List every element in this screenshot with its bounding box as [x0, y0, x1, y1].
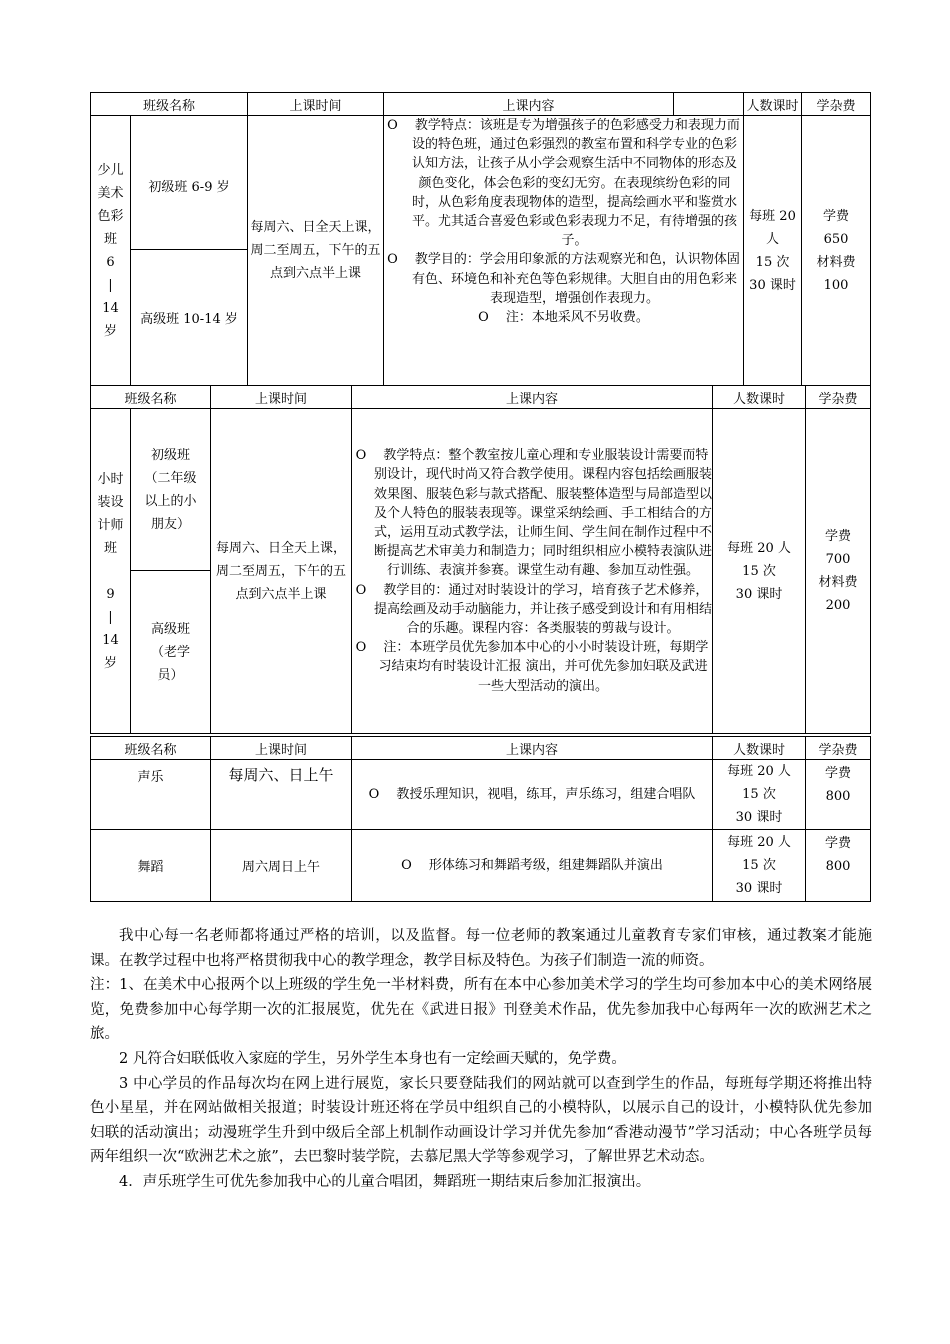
note-3: 3 中心学员的作品每次均在网上进行展览，家长只要登陆我们的网站就可以查到学生的作品，每班每学期还将推出特色小星星，并在网站做相关报道；时装设计班还将在学员中组织自己的小模特队，以展示自己的设计，小模特队优先参加妇联的活动演出；动漫班学生升到中级后全部上机制作动画设计学习并优先参加“香港动漫节”学习活动；中心各班学员每两年组织一次“欧洲艺术之旅”，去巴黎时装学院，去慕尼黑大学等参观学习，了解世界艺术动态。 [90, 1075, 872, 1166]
header-count-hours: 人数课时 [713, 386, 806, 409]
content-goal: O 教学目的：通过对时装设计的学习，培育孩子艺术修养，提高绘画及动手动脑能力，并让孩子感受到设计和有用相结合的乐趣。课程内容：各类服装的剪裁与设计。 [355, 582, 713, 636]
table-header-row [91, 386, 871, 409]
header-fees: 学杂费 [806, 737, 871, 760]
header-fees: 学杂费 [806, 386, 871, 409]
header-class-time: 上课时间 [211, 386, 352, 409]
course-name-cell: 少儿 美术 色彩 班 6 | 14 岁 [91, 116, 131, 386]
header-count-hours: 人数课时 [713, 737, 806, 760]
class-content-cell [352, 409, 713, 734]
header-class-content: 上课内容 [352, 386, 713, 409]
header-class-name: 班级名称 [91, 386, 211, 409]
level-beginner: 初级班 （二年级 以上的小 朋友） [131, 409, 211, 571]
course-name-vocal: 声乐 [91, 760, 211, 830]
header-class-content: 上课内容 [384, 93, 674, 116]
header-fees: 学杂费 [802, 93, 871, 116]
header-class-content: 上课内容 [352, 737, 713, 760]
count-hours-cell: 每班 20 人 15 次 30 课时 [713, 409, 806, 734]
class-content-dance: O 形体练习和舞蹈考级，组建舞蹈队并演出 [352, 830, 713, 902]
table-row [91, 760, 871, 830]
header-class-time: 上课时间 [211, 737, 352, 760]
notes-section [90, 924, 872, 1195]
header-blank [674, 93, 744, 116]
level-advanced: 高级班 10-14 岁 [131, 250, 248, 386]
header-class-time: 上课时间 [248, 93, 384, 116]
count-hours-dance: 每班 20 人 15 次 30 课时 [713, 830, 806, 902]
content-feature: O 教学特点：整个教室按儿童心理和专业服装设计需要而特别设计，现代时尚又符合教学使用。课程内容包括绘画服装效果图、服装色彩与款式搭配、服装整体造型与局部造型以及个人特色的服装表现等。课堂采纳绘画、手工相结合的方式，运用互动式教学法，让师生间、学生间在制作过程中不断提高艺术审美力和制造力；同时组织相应小模特表演队进行训练、表演并参赛。课堂生动有趣、参加互动性强。 [355, 448, 713, 579]
level-beginner: 初级班 6-9 岁 [131, 116, 248, 250]
art-color-class-table [90, 92, 871, 386]
class-time-dance: 周六周日上午 [211, 830, 352, 902]
class-time-cell: 每周六、日全天上课，周二至周五，下午的五点到六点半上课 [211, 409, 352, 734]
header-count-hours: 人数课时 [744, 93, 802, 116]
content-note: O 注：本班学员优先参加本中心的小小时装设计班，每期学习结束均有时装设计汇报 演出，并可优先参加妇联及武进一些大型活动的演出。 [355, 640, 709, 694]
fashion-design-class-table [90, 385, 871, 734]
header-class-name: 班级名称 [91, 737, 211, 760]
table-row [91, 116, 871, 250]
music-dance-class-table [90, 736, 871, 902]
table-row [91, 409, 871, 571]
header-class-name: 班级名称 [91, 93, 248, 116]
count-hours-cell: 每班 20 人 15 次 30 课时 [744, 116, 802, 386]
content-feature: O 教学特点：该班是专为增强孩子的色彩感受力和表现力而设的特色班，通过色彩强烈的教室布置和科学专业的色彩认知方法，让孩子从小学会观察生活中不同物体的形态及颜色变化，体会色彩的变幻无穷。在表现缤纷色彩的同时，从色彩角度表现物体的造型，提高绘画水平和鉴赏水平。尤其适合喜爱色彩或色彩表现力不足，有待增强的孩子。 [387, 118, 740, 249]
course-name-dance: 舞蹈 [91, 830, 211, 902]
note-4: 4．声乐班学生可优先参加我中心的儿童合唱团，舞蹈班一期结束后参加汇报演出。 [119, 1173, 651, 1190]
class-time-cell: 每周六、日全天上课，周二至周五，下午的五点到六点半上课 [248, 116, 384, 386]
class-time-vocal: 每周六、日上午 [211, 760, 352, 830]
course-name-cell: 小时 装设 计师 班 9 | 14 岁 [91, 409, 131, 734]
note-2: 2 凡符合妇联低收入家庭的学生，另外学生本身也有一定绘画天赋的，免学费。 [119, 1050, 626, 1067]
content-goal: O 教学目的：学会用印象派的方法观察光和色，认识物体固有色、环境色和补充色等色彩规律。大胆自由的用色彩来表现造型，增强创作表现力。 [387, 252, 740, 306]
table-header-row [91, 93, 871, 116]
fee-cell: 学费 650 材料费 100 [802, 116, 871, 386]
fee-vocal: 学费 800 [806, 760, 871, 830]
table-row [91, 830, 871, 902]
table-header-row [91, 737, 871, 760]
intro-paragraph: 我中心每一名老师都将通过严格的培训，以及监督。每一位老师的教案通过儿童教育专家们审核，通过教案才能施课。在教学过程中也将严格贯彻我中心的教学理念，教学目标及特色。为孩子们制造一流的师资。 [90, 928, 872, 969]
fee-cell: 学费 700 材料费 200 [806, 409, 871, 734]
note-1: 注：1、在美术中心报两个以上班级的学生免一半材料费，所有在本中心参加美术学习的学生均可参加本中心的美术网络展览，免费参加中心每学期一次的汇报展览，优先在《武进日报》刊登美术作品，优先参加我中心每两年一次的欧洲艺术之旅。 [90, 977, 872, 1043]
count-hours-vocal: 每班 20 人 15 次 30 课时 [713, 760, 806, 830]
class-content-vocal: O 教授乐理知识，视唱，练耳，声乐练习，组建合唱队 [352, 760, 713, 830]
content-note: O 注：本地采风不另收费。 [478, 310, 649, 326]
class-content-cell [384, 116, 744, 386]
level-advanced: 高级班 （老学 员） [131, 571, 211, 734]
fee-dance: 学费 800 [806, 830, 871, 902]
